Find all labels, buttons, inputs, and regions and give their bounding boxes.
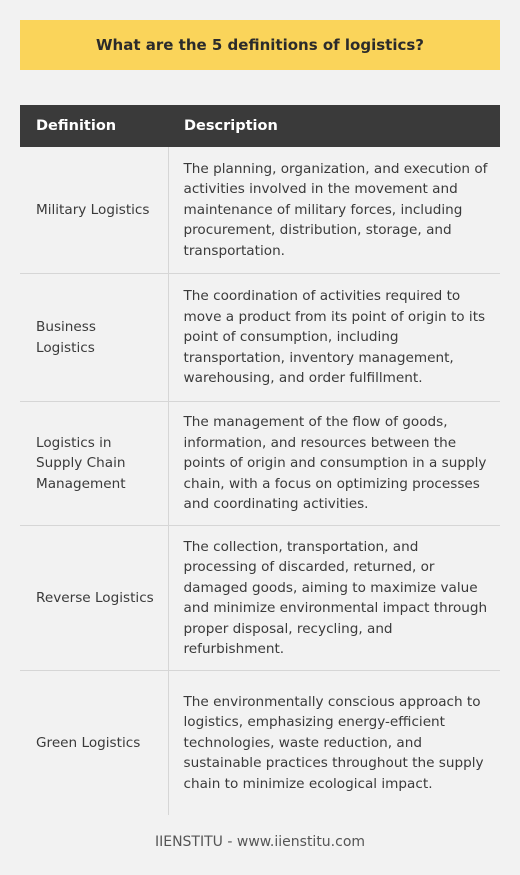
description-cell: The planning, organization, and execution of activities involved in the movement and maintenance of military forces, including procurement, distribution, storage, and transportation. <box>168 147 500 274</box>
table-row <box>20 402 500 526</box>
table-header-row <box>20 105 500 147</box>
table-row <box>20 526 500 671</box>
table-row <box>20 671 500 816</box>
column-header-definition: Definition <box>20 105 168 147</box>
description-cell: The environmentally conscious approach to logistics, emphasizing energy-efficient technologies, waste reduction, and sustainable practices throughout the supply chain to minimize ecological impact. <box>183 693 484 792</box>
table-row <box>20 274 500 402</box>
description-cell: The management of the flow of goods, information, and resources between the points of origin and consumption in a supply chain, with a focus on optimizing processes and coordinating activities. <box>168 402 500 526</box>
column-header-description: Description <box>168 105 500 147</box>
definition-cell: Logistics in Supply Chain Management <box>20 402 168 526</box>
table-row <box>20 147 500 274</box>
description-cell: The coordination of activities required to move a product from its point of origin to its point of consumption, including transportation, inventory management, warehousing, and order fulfillment. <box>168 274 500 402</box>
footer-credit: IIENSTITU - www.iienstitu.com <box>154 834 366 850</box>
definition-cell: Business Logistics <box>20 274 168 402</box>
definition-cell: Reverse Logistics <box>20 526 168 671</box>
title-banner <box>20 20 500 70</box>
description-cell: The collection, transportation, and processing of discarded, returned, or damaged goods, aiming to maximize value and minimize environmental impact through proper disposal, recycling, and refurbishment. <box>168 526 500 671</box>
page-title: What are the 5 definitions of logistics? <box>96 36 424 54</box>
definition-cell: Military Logistics <box>20 147 168 274</box>
definition-cell: Green Logistics <box>20 671 168 816</box>
definitions-table <box>20 105 500 815</box>
